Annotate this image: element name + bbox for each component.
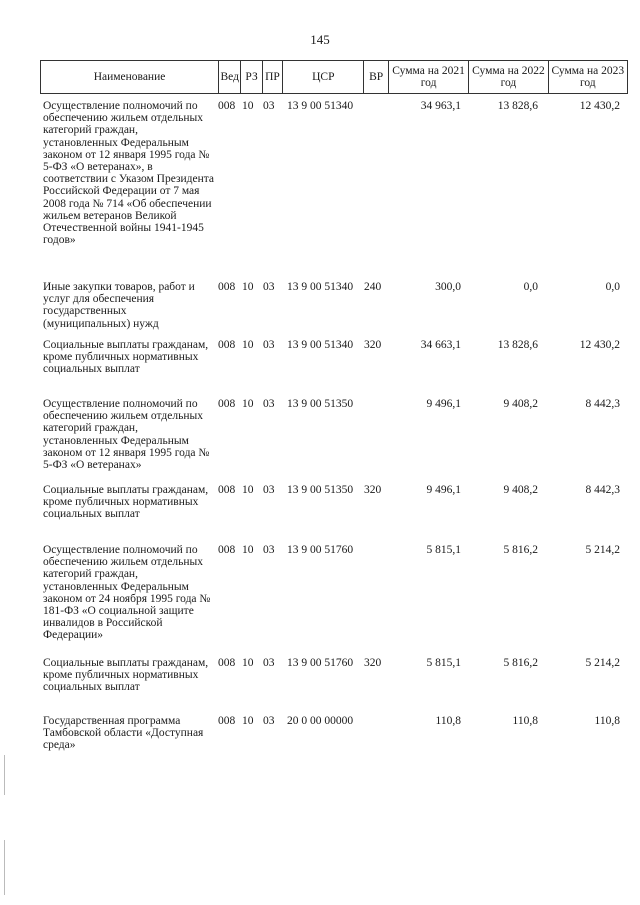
row-ved: 008 (218, 100, 236, 112)
row-ved: 008 (218, 715, 236, 727)
row-sum-2023: 12 430,2 (579, 339, 620, 351)
row-csr: 13 9 00 51350 (287, 398, 354, 410)
row-sum-2022: 9 408,2 (503, 398, 538, 410)
row-pr: 03 (263, 398, 275, 410)
row-pr: 03 (263, 715, 275, 727)
header-rz: РЗ (241, 61, 262, 94)
row-csr: 13 9 00 51340 (287, 339, 354, 351)
row-rz: 10 (242, 544, 254, 556)
row-ved: 008 (218, 544, 236, 556)
row-csr: 13 9 00 51350 (287, 484, 354, 496)
row-sum-2022: 9 408,2 (503, 484, 538, 496)
header-ved: Вед (219, 61, 241, 94)
row-sum-2023: 110,8 (594, 715, 620, 727)
row-ved: 008 (218, 484, 236, 496)
row-csr: 13 9 00 51340 (287, 100, 354, 112)
row-pr: 03 (263, 339, 275, 351)
row-pr: 03 (263, 100, 275, 112)
row-csr: 13 9 00 51760 (287, 544, 354, 556)
row-rz: 10 (242, 398, 254, 410)
row-sum-2022: 0,0 (523, 281, 538, 293)
row-sum-2021: 300,0 (435, 281, 461, 293)
row-pr: 03 (263, 281, 275, 293)
row-csr: 13 9 00 51340 (287, 281, 354, 293)
row-rz: 10 (242, 281, 254, 293)
header-sum-2021: Сумма на 2021 год (388, 61, 468, 94)
row-csr: 20 0 00 00000 (287, 715, 354, 727)
row-sum-2022: 13 828,6 (497, 339, 538, 351)
row-sum-2021: 9 496,1 (426, 398, 461, 410)
row-sum-2021: 5 815,1 (426, 657, 461, 669)
table-header (40, 60, 628, 94)
row-vr: 320 (364, 657, 382, 669)
row-vr: 320 (364, 339, 382, 351)
row-sum-2023: 5 214,2 (585, 657, 620, 669)
header-vr: ВР (364, 61, 388, 94)
row-sum-2023: 5 214,2 (585, 544, 620, 556)
row-rz: 10 (242, 100, 254, 112)
row-ved: 008 (218, 657, 236, 669)
header-pr: ПР (262, 61, 282, 94)
row-sum-2021: 5 815,1 (426, 544, 461, 556)
header-sum-2022: Сумма на 2022 год (469, 61, 548, 94)
row-vr: 320 (364, 484, 382, 496)
scan-edge-mark (4, 755, 5, 795)
row-pr: 03 (263, 657, 275, 669)
row-csr: 13 9 00 51760 (287, 657, 354, 669)
row-ved: 008 (218, 281, 236, 293)
row-name: Социальные выплаты гражданам, кроме публичных нормативных социальных выплат (43, 484, 209, 521)
row-sum-2023: 0,0 (605, 281, 620, 293)
row-sum-2023: 8 442,3 (585, 484, 620, 496)
header-name: Наименование (41, 61, 219, 94)
row-name: Осуществление полномочий по обеспечению жильем отдельных категорий граждан, установленных Федеральным законом от 12 января 1995 года № 5-ФЗ «О ветеранах» (43, 398, 210, 472)
row-name: Осуществление полномочий по обеспечению жильем отдельных категорий граждан, установленных Федеральным законом от 12 января 1995 года № 5-ФЗ «О ветеранах», в соответствии с Указом Президента Российской Федерации от 7 мая 2008 года № 714 «Об обеспечении жильем ветеранов Великой Отечественной войны 1941-1945 годов» (43, 100, 215, 247)
row-sum-2022: 13 828,6 (497, 100, 538, 112)
row-name: Осуществление полномочий по обеспечению жильем отдельных категорий граждан, установленных Федеральным законом от 24 ноября 1995 года № 181-ФЗ «О социальной защите инвалидов в Российской Федерации» (43, 544, 211, 642)
row-ved: 008 (218, 339, 236, 351)
row-name: Социальные выплаты гражданам, кроме публичных нормативных социальных выплат (43, 657, 209, 694)
row-name: Социальные выплаты гражданам, кроме публичных нормативных социальных выплат (43, 339, 209, 376)
header-sum-2023: Сумма на 2023 год (548, 61, 627, 94)
row-sum-2023: 8 442,3 (585, 398, 620, 410)
row-sum-2021: 34 663,1 (420, 339, 461, 351)
row-ved: 008 (218, 398, 236, 410)
row-sum-2021: 34 963,1 (420, 100, 461, 112)
row-vr: 240 (364, 281, 382, 293)
row-pr: 03 (263, 544, 275, 556)
row-sum-2022: 5 816,2 (503, 544, 538, 556)
header-csr: ЦСР (283, 61, 364, 94)
row-sum-2021: 110,8 (435, 715, 461, 727)
row-rz: 10 (242, 339, 254, 351)
row-pr: 03 (263, 484, 275, 496)
row-sum-2021: 9 496,1 (426, 484, 461, 496)
row-name: Государственная программа Тамбовской области «Доступная среда» (43, 715, 204, 752)
row-sum-2022: 5 816,2 (503, 657, 538, 669)
scan-edge-mark (4, 840, 5, 895)
row-rz: 10 (242, 715, 254, 727)
row-sum-2023: 12 430,2 (579, 100, 620, 112)
row-sum-2022: 110,8 (512, 715, 538, 727)
page-number: 145 (310, 32, 330, 47)
row-rz: 10 (242, 484, 254, 496)
row-rz: 10 (242, 657, 254, 669)
row-name: Иные закупки товаров, работ и услуг для обеспечения государственных (муниципальных) нужд (43, 281, 195, 330)
